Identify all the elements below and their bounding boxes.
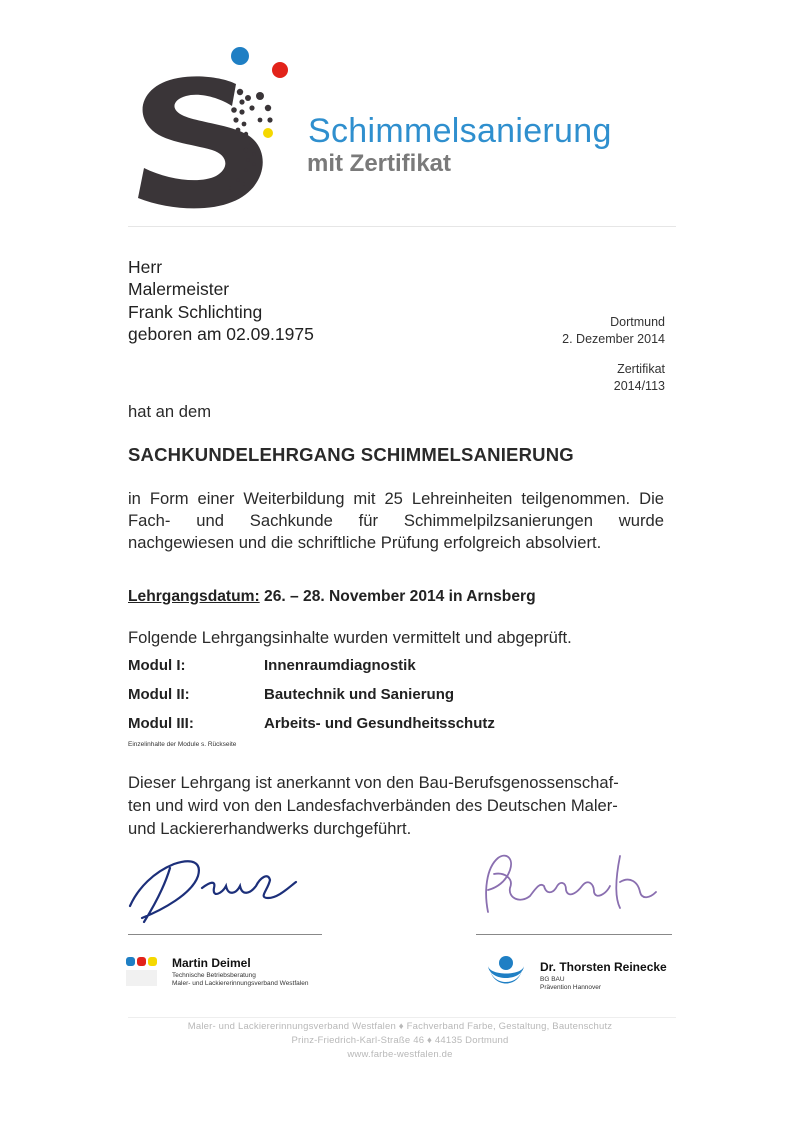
- signatory-2-name: Dr. Thorsten Reinecke: [540, 960, 667, 974]
- modules-note: Einzelinhalte der Module s. Rückseite: [128, 741, 237, 748]
- recipient-profession: Malermeister: [128, 279, 230, 299]
- signature-reinecke: [470, 842, 670, 922]
- recognition-line-1: Dieser Lehrgang ist anerkannt von den Bau-Berufsgenossenschaf-: [128, 773, 619, 792]
- certificate-number: 2014/113: [613, 379, 665, 393]
- course-date: [128, 588, 536, 606]
- footer-divider: [128, 1017, 676, 1018]
- signatory-1-line2: Maler- und Lackiererinnungsverband Westfalen: [172, 980, 309, 987]
- logo-subtitle: mit Zertifikat: [307, 150, 452, 177]
- footer-line-3: www.farbe-westfalen.de: [347, 1049, 453, 1060]
- logo-dot-yellow: [263, 128, 273, 138]
- course-date-label: Lehrgangsdatum:: [128, 588, 260, 605]
- module-2-value: Bautechnik und Sanierung: [264, 686, 455, 703]
- place-date: 2. Dezember 2014: [562, 332, 665, 346]
- recipient-name: Frank Schlichting: [128, 302, 263, 322]
- header-divider: [128, 226, 676, 227]
- completion-text: in Form einer Weiterbildung mit 25 Lehreinheiten teilgenommen. Die Fach- und Sachkunde für Schimmelpilzsanierungen wurde nachgewiesen und die schriftliche Prüfung erfolgreich absolviert.: [128, 489, 664, 552]
- course-title: SACHKUNDELEHRGANG SCHIMMELSANIERUNG: [128, 444, 574, 465]
- logo-title: Schimmelsanierung: [308, 112, 612, 150]
- footer-line-1: Maler- und Lackiererinnungsverband Westfalen ♦ Fachverband Farbe, Gestaltung, Bautenschutz: [187, 1021, 613, 1032]
- module-3-value: Arbeits- und Gesundheitsschutz: [264, 715, 495, 732]
- signatory-1-name: Martin Deimel: [172, 956, 251, 970]
- recognition-line-3: und Lackiererhandwerks durchgeführt.: [128, 819, 412, 838]
- module-1-value: Innenraumdiagnostik: [264, 657, 416, 674]
- innung-logo-icon: [126, 954, 160, 988]
- signatory-1-line1: Technische Betriebsberatung: [172, 972, 256, 979]
- logo-mark: [128, 40, 298, 210]
- module-1-label: Modul I:: [128, 657, 186, 674]
- module-3-label: Modul III:: [128, 715, 194, 732]
- logo-dot-red: [272, 62, 288, 78]
- modules-intro: Folgende Lehrgangsinhalte wurden vermittelt und abgeprüft.: [128, 628, 572, 647]
- intro-text: hat an dem: [128, 402, 212, 421]
- module-2-label: Modul II:: [128, 686, 190, 703]
- recipient-birth: geboren am 02.09.1975: [128, 324, 314, 344]
- bgbau-logo-icon: [486, 952, 526, 990]
- recipient-salutation: Herr: [128, 257, 163, 277]
- logo-dot-blue: [231, 47, 249, 65]
- course-date-value: 26. – 28. November 2014 in Arnsberg: [259, 588, 536, 605]
- logo-s-shape: [138, 76, 263, 208]
- signature-deimel: [118, 848, 308, 928]
- place-city: Dortmund: [610, 315, 665, 329]
- signature-line-right: [476, 934, 672, 935]
- certificate-label: Zertifikat: [617, 362, 665, 376]
- signature-line-left: [128, 934, 322, 935]
- signatory-2-line2: Prävention Hannover: [540, 984, 602, 991]
- signatory-2-line1: BG BAU: [540, 976, 565, 983]
- footer-line-2: Prinz-Friedrich-Karl-Straße 46 ♦ 44135 Dortmund: [291, 1035, 509, 1046]
- recognition-line-2: ten und wird von den Landesfachverbänden des Deutschen Maler-: [128, 796, 618, 815]
